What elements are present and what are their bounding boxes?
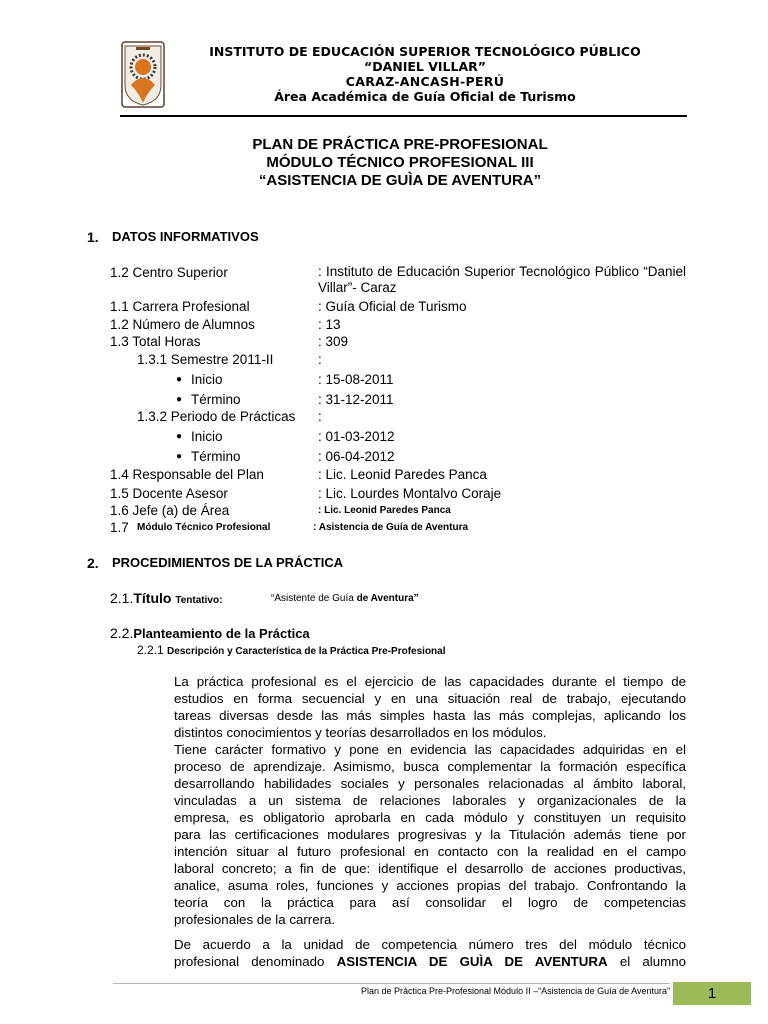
info-row [0, 448, 768, 466]
course-title: “ASISTENCIA DE GUÌA DE AVENTURA” [258, 172, 542, 189]
info-label: 1.5 Docente Asesor [110, 486, 228, 501]
tentative-title-text: “Asistente de Guía [271, 593, 354, 604]
info-value: : 06-04-2012 [318, 449, 395, 464]
paragraph-line: vinculadas a un sistema de relaciones laborales y organizacionales de la [174, 793, 686, 808]
bullet-icon: ● [176, 431, 183, 442]
info-row [0, 428, 768, 446]
page-number: 1 [707, 985, 717, 1002]
bullet-icon: ● [176, 451, 183, 462]
institution-header [160, 44, 690, 104]
info-value: : 31-12-2011 [318, 392, 394, 407]
paragraph-text: el alumno [619, 954, 687, 969]
bullet-icon: ● [176, 374, 183, 385]
paragraph-line: analice, asuma roles, funciones y acciones propias del trabajo. Confrontando la [174, 878, 686, 893]
paragraph-line: proceso de aprendizaje. Asimismo, busca complementar la formación específica [174, 759, 686, 774]
info-row [0, 316, 768, 334]
paragraph-line: para las certificaciones modulares progresivas y la Titulación además tiene por [174, 827, 686, 842]
section-number: 2. [87, 555, 99, 571]
institution-name: INSTITUTO DE EDUCACIÓN SUPERIOR TECNOLÓGICO PÚBLICO [209, 44, 641, 59]
subsection-qualifier: Tentativo: [175, 595, 223, 606]
section-title: PROCEDIMIENTOS DE LA PRÁCTICA [112, 555, 344, 570]
paragraph-emphasis: ASISTENCIA DE GUÌA DE AVENTURA [336, 954, 608, 969]
footer-divider [113, 983, 670, 984]
subsection-2-2 [110, 625, 310, 641]
subsection-title: Título [133, 590, 172, 606]
footer-text: Plan de Práctica Pre-Profesional Módulo II –“Asistencia de Guía de Aventura” [360, 986, 670, 996]
info-row [0, 391, 768, 409]
info-value: : 13 [318, 317, 341, 332]
info-value: : 309 [318, 334, 349, 349]
info-value: : 15-08-2011 [318, 372, 394, 387]
info-row [0, 298, 768, 316]
subsection-2-1 [110, 590, 222, 606]
info-label: 1.3.1 Semestre 2011-II [137, 352, 274, 367]
info-row [0, 333, 768, 351]
section-heading-2 [87, 555, 487, 573]
info-value: : Asistencia de Guía de Aventura [313, 522, 469, 533]
info-row [0, 371, 768, 389]
paragraph-line: distintos conocimientos y teorías desarrollados en los módulos. [174, 725, 547, 740]
paragraph-line [174, 953, 686, 970]
section-number: 1. [87, 229, 99, 245]
info-row [0, 502, 768, 520]
info-label: 1.6 Jefe (a) de Área [110, 503, 230, 518]
competency-paragraph [174, 936, 686, 970]
subsection-title: Descripción y Característica de la Práctica Pre-Profesional [167, 646, 446, 657]
paragraph-line: intención situar al futuro profesional en contacto con la realidad en el campo [174, 844, 686, 859]
document-title: PLAN DE PRÁCTICA PRE-PROFESIONAL [252, 136, 548, 153]
institute-logo [121, 41, 165, 108]
tentative-title-bold: de Aventura” [356, 593, 419, 604]
module-title: MÓDULO TÉCNICO PROFESIONAL III [266, 154, 534, 171]
paragraph-line: Tiene carácter formativo y pone en evidencia las capacidades adquiridas en el [174, 742, 686, 757]
info-row [0, 466, 768, 484]
info-value: : Lic. Lourdes Montalvo Coraje [318, 486, 502, 501]
paragraph-line: estudios en forma secuencial y en una situación real de trabajo, ejecutando [174, 691, 686, 706]
paragraph-line: tareas diversas desde las más simples hasta las más complejas, aplicando los [174, 708, 686, 723]
info-value: : Lic. Leonid Paredes Panca [318, 505, 451, 516]
paragraph-line: profesionales de la carrera. [174, 912, 336, 927]
info-label: Módulo Técnico Profesional [137, 522, 271, 533]
paragraph-line: La práctica profesional es el ejercicio de las capacidades durante el tiempo de [174, 674, 686, 689]
institution-location: CARAZ-ANCASH-PERÚ [345, 74, 505, 89]
subsection-number: 2.2. [110, 625, 134, 641]
info-label: 1.4 Responsable del Plan [110, 467, 264, 482]
section-heading-1 [87, 229, 387, 247]
info-label: Término [191, 392, 241, 407]
info-value: : [318, 352, 322, 367]
bullet-icon: ● [176, 394, 183, 405]
paragraph-line: desarrollando habilidades sociales y personales relacionadas al ámbito laboral, [174, 776, 686, 791]
info-label: 1.2 Número de Alumnos [110, 317, 255, 332]
paragraph-text: profesional denominado [174, 954, 325, 969]
info-value: : Lic. Leonid Paredes Panca [318, 467, 487, 482]
info-row [0, 408, 768, 426]
institution-subname: “DANIEL VILLAR” [363, 59, 486, 74]
header-divider [120, 115, 687, 117]
info-row [0, 519, 768, 537]
subsection-number: 2.2.1 [137, 643, 164, 657]
document-title-block [100, 136, 700, 190]
academic-area: Área Académica de Guía Oficial de Turismo [274, 89, 576, 104]
tentative-title [271, 593, 419, 604]
paragraph-line: De acuerdo a la unidad de competencia número tres del módulo técnico [174, 937, 686, 952]
subsection-number: 2.1. [110, 590, 134, 606]
description-paragraph [174, 673, 686, 928]
paragraph-line: empresa, es obligatorio aprobarla en cada módulo y constituyen un requisito [174, 810, 686, 825]
info-label-number: 1.7 [110, 520, 129, 535]
section-title: DATOS INFORMATIVOS [112, 229, 259, 244]
info-row [0, 485, 768, 503]
info-label: Inicio [191, 372, 223, 387]
info-label: 1.3.2 Periodo de Prácticas [137, 409, 296, 424]
subsection-title: Planteamiento de la Práctica [133, 626, 310, 641]
info-label: Inicio [191, 429, 223, 444]
subsection-2-2-1 [137, 643, 446, 657]
info-row [0, 351, 768, 369]
paragraph-line: teoría con la práctica para así consolidar el logro de competencias [174, 895, 686, 910]
info-value: : 01-03-2012 [318, 429, 395, 444]
info-label: 1.3 Total Horas [110, 334, 201, 349]
paragraph-line: laboral concreto; a fin de que: identifique el desarrollo de acciones productivas, [174, 861, 686, 876]
info-label: 1.2 Centro Superior [110, 265, 228, 280]
info-value: : Guía Oficial de Turismo [318, 299, 467, 314]
info-label: 1.1 Carrera Profesional [110, 299, 250, 314]
info-value: : [318, 409, 322, 424]
info-value: : Instituto de Educación Superior Tecnológico Público “Daniel Villar”- Caraz [318, 264, 686, 295]
info-label: Término [191, 449, 241, 464]
